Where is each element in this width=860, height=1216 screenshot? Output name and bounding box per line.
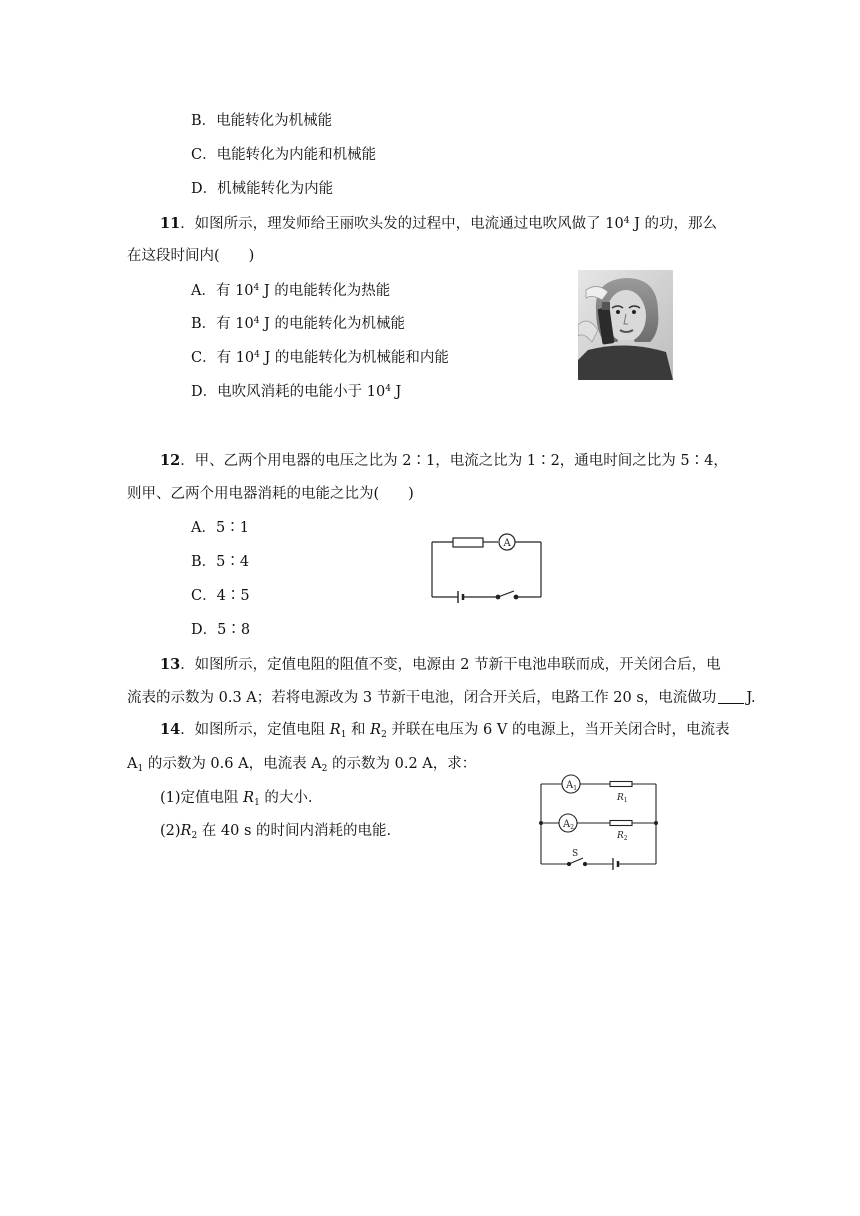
- q12-option-a: A．5∶1: [191, 520, 249, 536]
- q11-option-c: C．有 $10^4$ J 的电能转化为机械能和内能: [191, 350, 449, 366]
- circuit-diagram-parallel: [537, 772, 662, 870]
- q11-option-b: B．有 $10^4$ J 的电能转化为机械能: [191, 316, 405, 332]
- q10-option-c: C．电能转化为内能和机械能: [191, 147, 377, 163]
- resistor-1-label: R: [617, 793, 624, 803]
- q13-line1: 13．如图所示，定值电阻的阻值不变，电源由 2 节新干电池串联而成，开关闭合后，电: [160, 656, 721, 673]
- circuit-diagram-series: [428, 532, 546, 604]
- q12-option-b: B．5∶4: [191, 554, 250, 570]
- q10-option-b: B．电能转化为机械能: [191, 113, 333, 129]
- q12-number: 12: [160, 452, 181, 469]
- svg-text:R1: $R_1$: [617, 793, 628, 804]
- q13-number: 13: [160, 656, 181, 673]
- q12-stem-line2: 则甲、乙两个用电器消耗的电能之比为( ): [127, 486, 414, 502]
- q12-stem-line1: 12．甲、乙两个用电器的电压之比为 2∶1，电流之比为 1∶2，通电时间之比为 5∶4，: [160, 452, 728, 469]
- q11-number: 11: [160, 215, 181, 232]
- ammeter-2-label: A: [563, 819, 571, 830]
- q14-number: 14: [160, 721, 181, 738]
- q14-line2: $A_1$ 的示数为 0.6 A，电流表 $A_2$ 的示数为 0.2 A，求：: [127, 756, 477, 774]
- svg-text:A1: $A_1$: [566, 780, 578, 792]
- resistor-2-label: R: [617, 831, 624, 841]
- switch-label: S: [572, 849, 579, 859]
- q12-option-c: C．4∶5: [191, 588, 250, 604]
- q14-subquestion-2: $(2)R_2$ 在 40 s 的时间内消耗的电能.: [160, 823, 392, 841]
- q14-line1: 14．如图所示，定值电阻 $R_1$ 和 $R_2$ 并联在电压为 6 V 的电源上，当开关闭合时，电流表: [160, 721, 730, 740]
- q12-option-d: D．5∶8: [191, 622, 251, 638]
- q11-option-d: D．电吹风消耗的电能小于 $10^4$ J: [191, 384, 402, 400]
- ammeter-label: A: [503, 538, 511, 549]
- svg-text:R2: $R_2$: [617, 831, 628, 842]
- q13-line2: 流表的示数为 0.3 A；若将电源改为 3 节新干电池，闭合开关后，电路工作 20 s，电流做功 J.: [127, 690, 756, 706]
- q13-answer-blank[interactable]: [718, 689, 744, 704]
- q11-stem-line1: 11．如图所示，理发师给王丽吹头发的过程中，电流通过电吹风做了 $10^4$ J 的功，那么: [160, 215, 718, 232]
- hair-dryer-illustration: [578, 270, 673, 380]
- q11-stem-line2: 在这段时间内( ): [127, 248, 255, 264]
- q10-option-d: D．机械能转化为内能: [191, 181, 334, 197]
- q11-option-a: A．有 $10^4$ J 的电能转化为热能: [191, 283, 391, 299]
- ammeter-1-label: A: [566, 780, 574, 791]
- svg-text:A2: $A_2$: [563, 819, 575, 831]
- q14-subquestion-1: (1)定值电阻 $R_1$ 的大小.: [160, 790, 313, 808]
